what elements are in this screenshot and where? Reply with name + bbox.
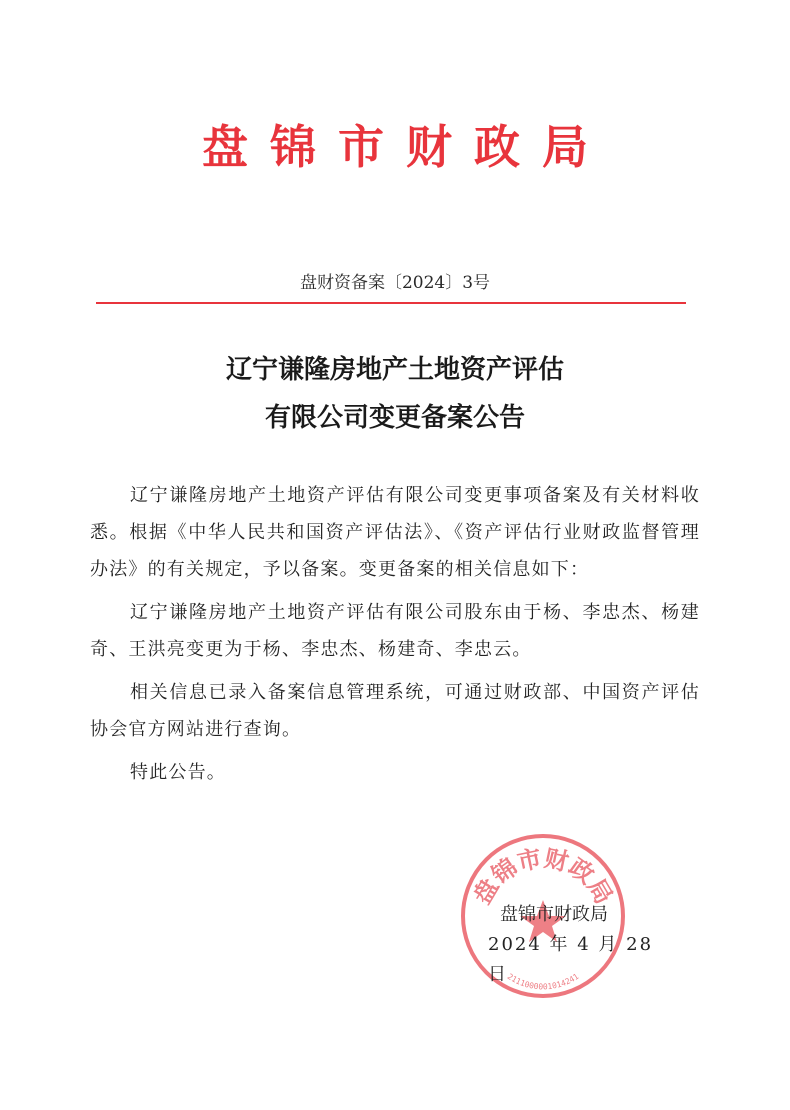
body-paragraph-4: 特此公告。 [130, 762, 226, 783]
seal-text: 盘锦市财政局 [467, 843, 619, 909]
issuer-title: 盘锦市财政局 [202, 120, 610, 174]
svg-text:盘锦市财政局 [467, 843, 619, 909]
signature-block [488, 900, 658, 990]
notice-body [90, 477, 700, 797]
signature-organization: 盘锦市财政局 [500, 904, 608, 925]
notice-title-line-1: 辽宁谦隆房地产土地资产评估 [225, 355, 564, 385]
body-paragraph-2: 辽宁谦隆房地产土地资产评估有限公司股东由于杨、李忠杰、杨建奇、王洪亮变更为于杨、李忠杰、杨建奇、李忠云。 [90, 602, 700, 660]
body-paragraph-3: 相关信息已录入备案信息管理系统，可通过财政部、中国资产评估协会官方网站进行查询。 [90, 682, 700, 740]
signature-date: 2024 年 4 月 28 日 [488, 934, 654, 985]
document-number: 盘财资备案〔2024〕3号 [299, 273, 491, 293]
seal-code: 2111000001014241 [505, 971, 581, 992]
red-divider-line [96, 302, 686, 304]
body-paragraph-1: 辽宁谦隆房地产土地资产评估有限公司变更事项备案及有关材料收悉。根据《中华人民共和国资产评估法》、《资产评估行业财政监督管理办法》的有关规定，予以备案。变更备案的相关信息如下： [90, 485, 700, 580]
notice-title-line-2: 有限公司变更备案公告 [264, 403, 525, 433]
